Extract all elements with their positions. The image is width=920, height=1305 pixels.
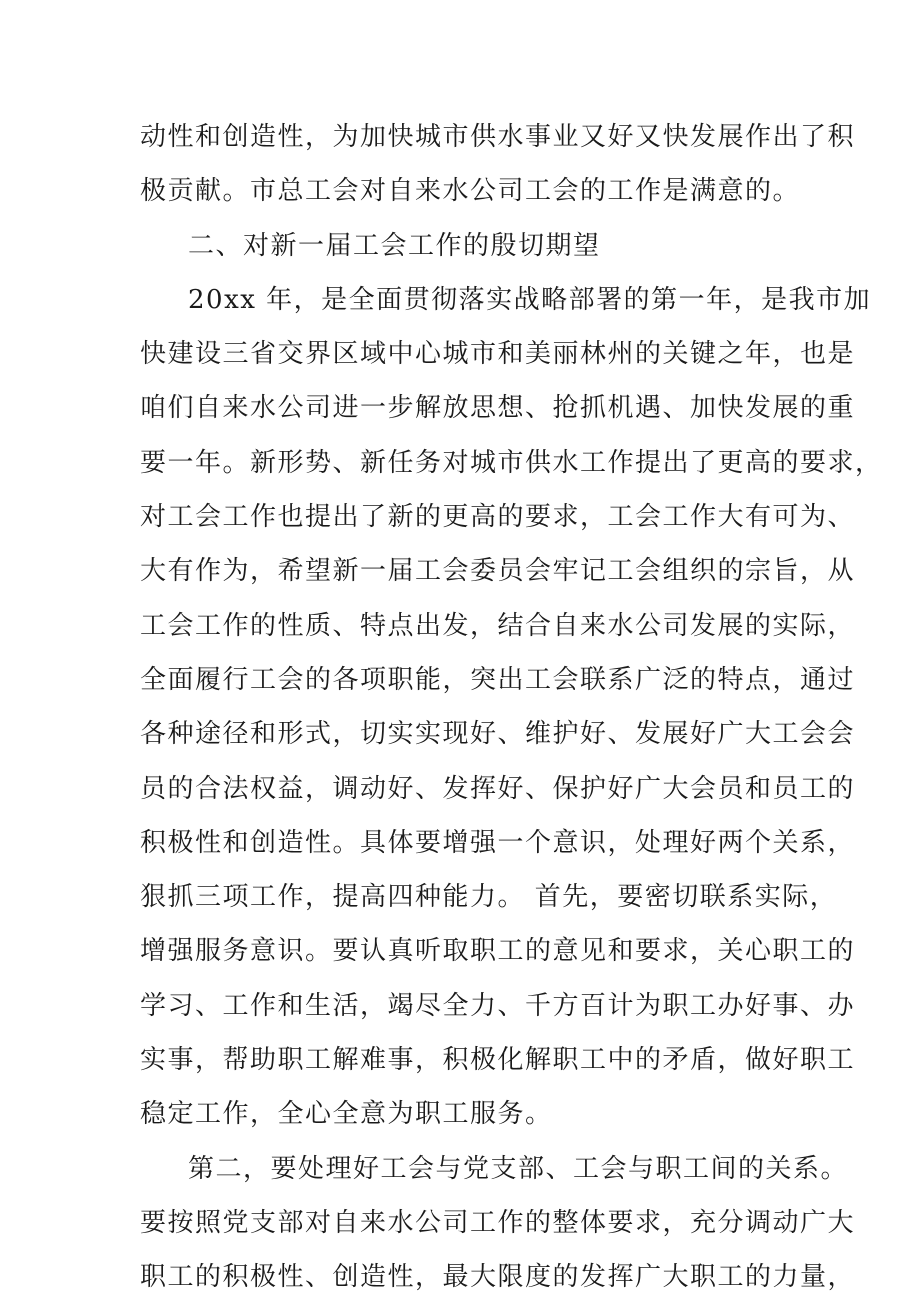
text-line-12: 各种途径和形式，切实实现好、维护好、发展好广大工会会	[140, 719, 856, 750]
text-line-9: 大有作为，希望新一届工会委员会牢记工会组织的宗旨，从	[140, 556, 856, 587]
text-line-20: 第二，要处理好工会与党支部、工会与职工间的关系。	[188, 1153, 849, 1184]
text-line-10: 工会工作的性质、特点出发，结合自来水公司发展的实际，	[140, 610, 856, 641]
text-line-7: 要一年。新形势、新任务对城市供水工作提出了更高的要求，	[140, 447, 883, 478]
text-line-18: 实事，帮助职工解难事，积极化解职工中的矛盾，做好职工	[140, 1045, 856, 1076]
text-line-19: 稳定工作，全心全意为职工服务。	[140, 1099, 553, 1130]
text-line-13: 员的合法权益，调动好、发挥好、保护好广大会员和员工的	[140, 773, 856, 804]
text-line-15: 狠抓三项工作，提高四种能力。 首先，要密切联系实际，	[140, 882, 838, 913]
text-line-4: 20xx 年，是全面贯彻落实战略部署的第一年，是我市加	[188, 284, 872, 315]
text-line-5: 快建设三省交界区域中心城市和美丽林州的关键之年，也是	[140, 339, 856, 370]
text-line-17: 学习、工作和生活，竭尽全力、千方百计为职工办好事、办	[140, 990, 856, 1021]
text-line-22: 职工的积极性、创造性，最大限度的发挥广大职工的力量，	[140, 1262, 856, 1293]
section-heading: 二、对新一届工会工作的殷切期望	[188, 230, 601, 261]
text-line-6: 咱们自来水公司进一步解放思想、抢抓机遇、加快发展的重	[140, 393, 856, 424]
text-line-11: 全面履行工会的各项职能，突出工会联系广泛的特点，通过	[140, 664, 856, 695]
text-line-1: 动性和创造性，为加快城市供水事业又好又快发展作出了积	[140, 122, 856, 152]
text-line-2: 极贡献。市总工会对自来水公司工会的工作是满意的。	[140, 176, 801, 207]
text-line-8: 对工会工作也提出了新的更高的要求，工会工作大有可为、	[140, 502, 856, 533]
text-line-21: 要按照党支部对自来水公司工作的整体要求，充分调动广大	[140, 1207, 856, 1238]
text-line-16: 增强服务意识。要认真听取职工的意见和要求，关心职工的	[140, 936, 856, 967]
text-line-14: 积极性和创造性。具体要增强一个意识，处理好两个关系，	[140, 827, 856, 858]
document-body	[140, 110, 883, 1305]
